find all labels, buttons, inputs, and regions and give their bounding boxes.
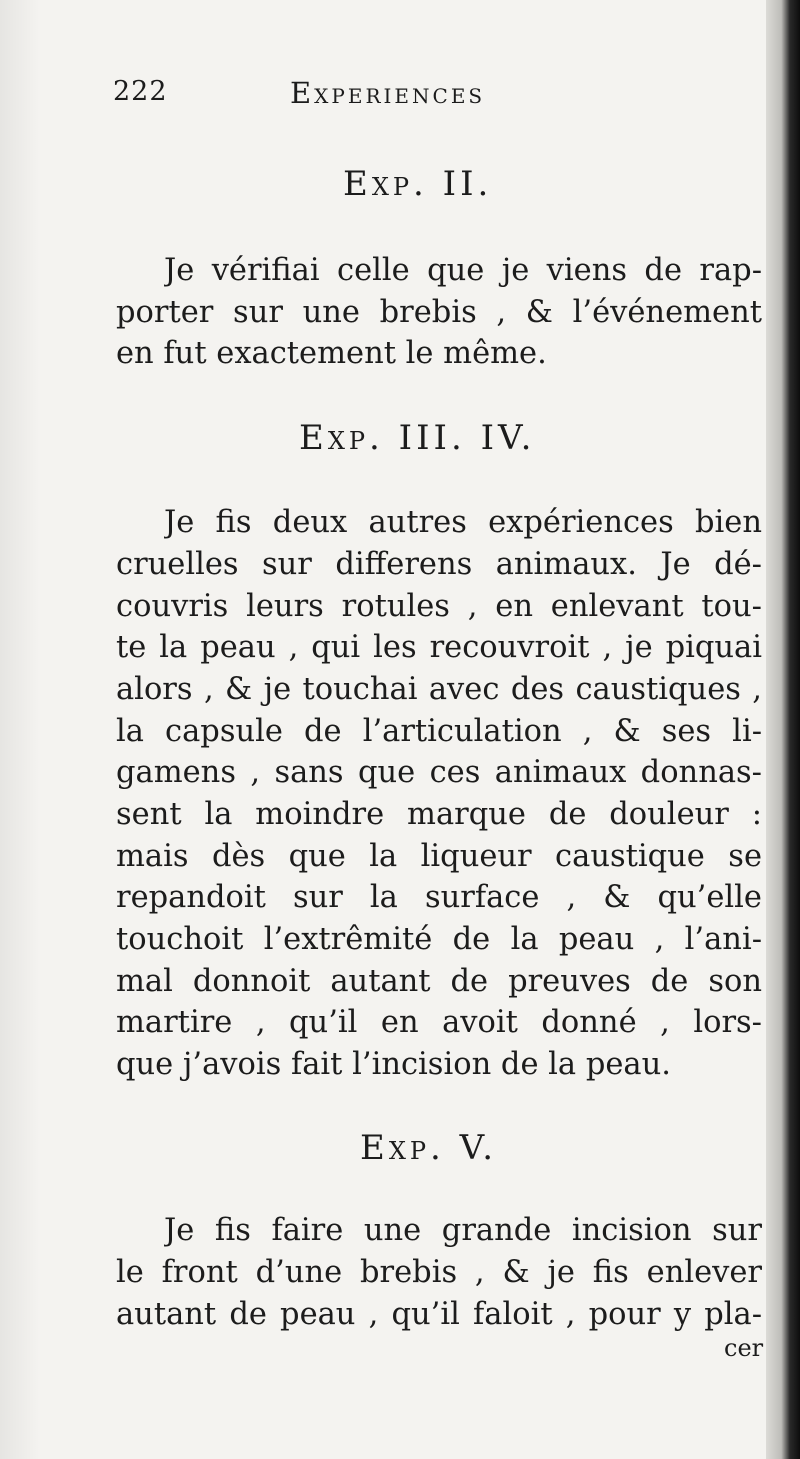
page-edge bbox=[766, 0, 800, 1459]
text-line: autant de peau , qu’il faloit , pour y pla- bbox=[116, 1297, 762, 1332]
section-heading: Exp. II. bbox=[343, 164, 493, 204]
text-line: alors , & je touchai avec des caustiques , bbox=[116, 672, 762, 707]
text-line: Je fis deux autres expériences bien bbox=[164, 505, 762, 540]
page-number: 222 bbox=[113, 76, 168, 107]
text-line: Je fis faire une grande incision sur bbox=[164, 1213, 762, 1248]
text-line: gamens , sans que ces animaux donnas- bbox=[116, 755, 762, 790]
text-line: Je vérifiai celle que je viens de rap- bbox=[164, 253, 762, 288]
text-line: mais dès que la liqueur caustique se bbox=[116, 839, 762, 874]
page-header bbox=[0, 76, 760, 116]
text-line: couvris leurs rotules , en enlevant tou- bbox=[116, 589, 762, 624]
text-line: martire , qu’il en avoit donné , lors- bbox=[116, 1005, 762, 1040]
section-heading: Exp. V. bbox=[360, 1128, 498, 1168]
text-line: porter sur une brebis , & l’événement bbox=[116, 295, 762, 330]
text-line: te la peau , qui les recouvroit , je piquai bbox=[116, 630, 762, 665]
text-line: repandoit sur la surface , & qu’elle bbox=[116, 880, 762, 915]
section-heading: Exp. III. IV. bbox=[299, 418, 536, 458]
catchword: cer bbox=[724, 1334, 764, 1362]
text-line: touchoit l’extrêmité de la peau , l’ani- bbox=[116, 922, 762, 957]
text-line: la capsule de l’articulation , & ses li- bbox=[116, 714, 762, 749]
running-title: Experiences bbox=[290, 76, 486, 110]
text-line: cruelles sur differens animaux. Je dé- bbox=[116, 547, 762, 582]
text-line: que j’avois fait l’incision de la peau. bbox=[116, 1047, 671, 1082]
text-line: mal donnoit autant de preuves de son bbox=[116, 964, 762, 999]
text-line: le front d’une brebis , & je fis enlever bbox=[116, 1255, 762, 1290]
text-line: sent la moindre marque de douleur : bbox=[116, 797, 762, 832]
text-line: en fut exactement le même. bbox=[116, 336, 547, 371]
